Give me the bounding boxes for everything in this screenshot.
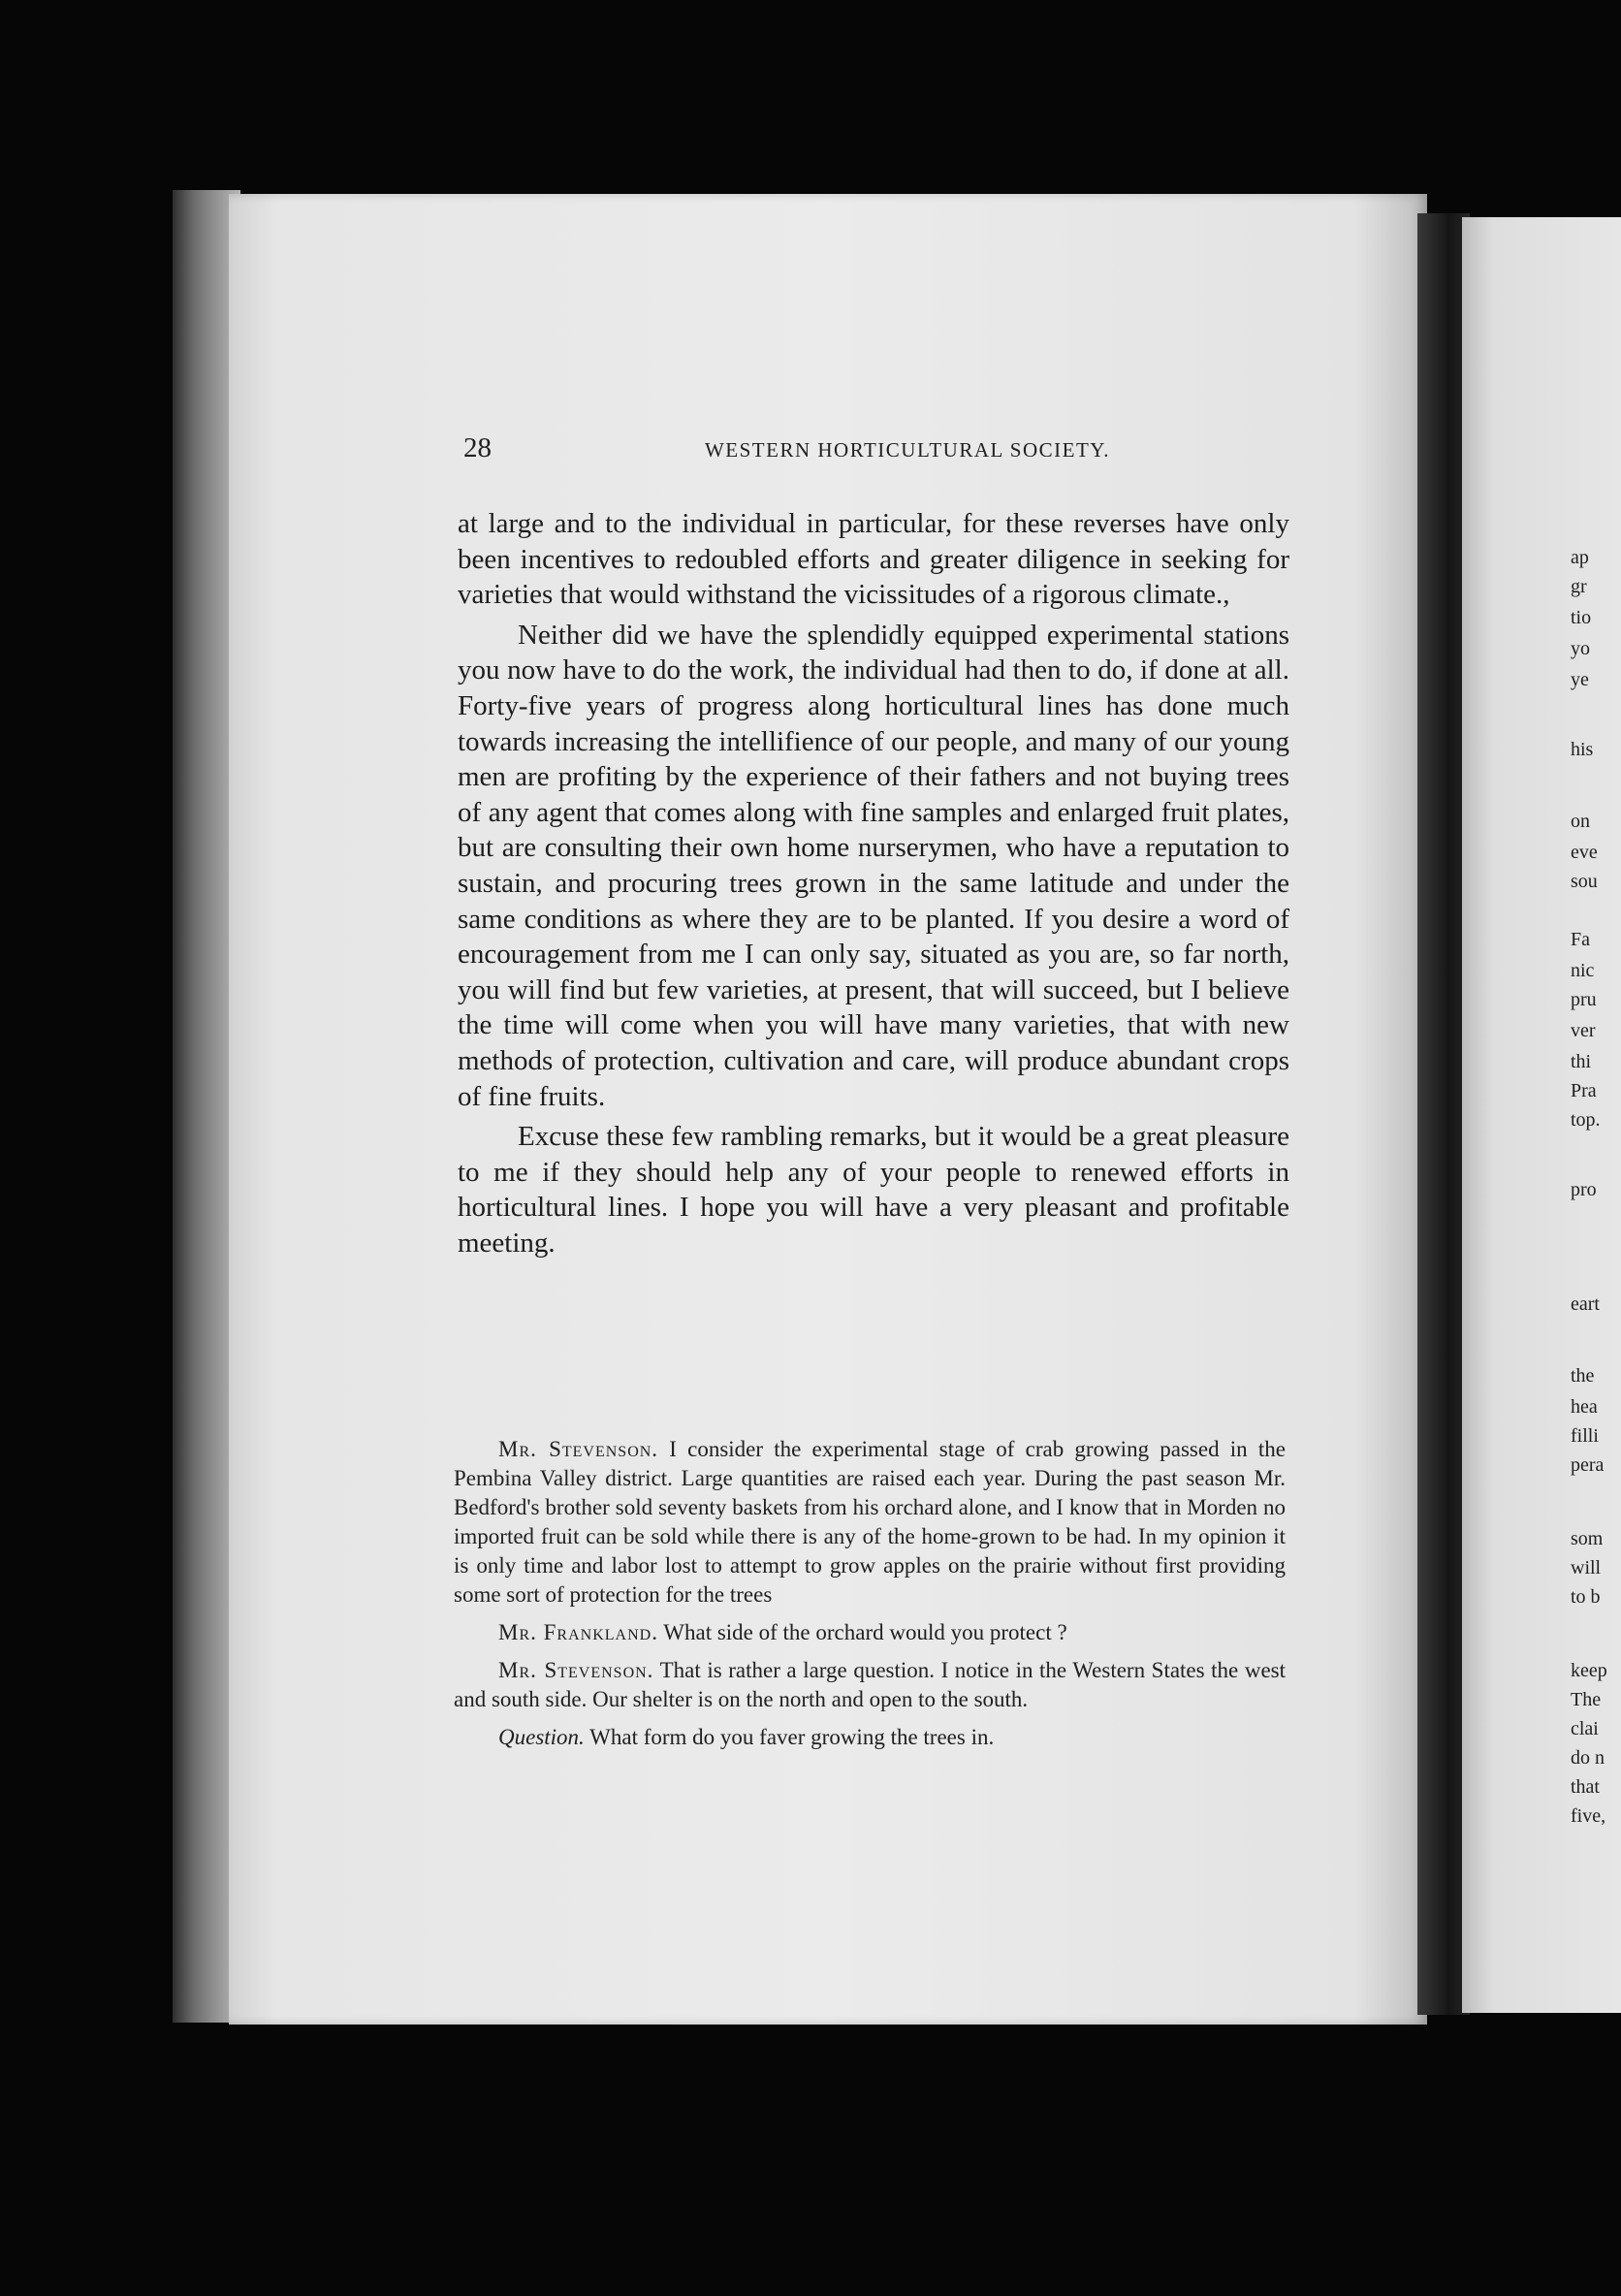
facing-fragment: Fa xyxy=(1571,929,1590,950)
body-text xyxy=(458,506,1289,1260)
paragraph: Neither did we have the splendidly equipped experimental stations you now have to do the work, the individual had then to do, if done at all. Forty-five years of progress along horticultural lines has done much towards increasing the intellifience of our people, and many of our young men are profiting by the experience of their fathers and not buying trees of any agent that comes along with fine samples and enlarged fruit plates, but are consulting their own home nurserymen, who have a reputation to sustain, and procuring trees grown in the same latitude and under the same conditions as where they are to be planted. If you desire a word of encouragement from me I can only say, situated as you are, so far north, you will find but few varieties, at present, that will succeed, but I believe the time will come when you will have many varieties, that with new methods of protection, cultivation and care, will produce abundant crops of fine fruits. xyxy=(458,619,1289,1112)
speaker-text: I consider the experimental stage of crab growing passed in the Pembina Valley district. Large quantities are raised each year. During the past season Mr. Bedford's brother sold seventy baskets from his orchard alone, and I know that in Morden no imported fruit can be sold while there is any of the home-grown to be had. In my opinion it is only time and labor lost to attempt to grow apples on the prairie without first providing some sort of protection for the trees xyxy=(454,1437,1286,1607)
discussion-entry xyxy=(454,1656,1286,1714)
facing-fragment: The xyxy=(1571,1689,1602,1710)
facing-fragment: pera xyxy=(1571,1454,1605,1476)
facing-fragment: will xyxy=(1571,1557,1602,1578)
facing-fragment: top. xyxy=(1571,1109,1601,1131)
facing-fragment: his xyxy=(1571,739,1594,760)
facing-page-text xyxy=(1571,0,1621,2296)
facing-fragment: ye xyxy=(1571,669,1589,690)
speaker-text: What form do you faver growing the trees in. xyxy=(589,1725,995,1749)
paragraph: at large and to the individual in particular, for these reverses have only been incentives to redoubled efforts and greater diligence in seeking for varieties that would withstand the vicissitudes of a rigorous climate., xyxy=(458,508,1289,611)
speaker-name: Mr. Stevenson. xyxy=(498,1437,659,1461)
facing-fragment: nic xyxy=(1571,960,1595,981)
facing-fragment: five, xyxy=(1571,1805,1606,1827)
facing-fragment: eve xyxy=(1571,842,1598,863)
facing-fragment: the xyxy=(1571,1365,1595,1387)
facing-fragment: sou xyxy=(1571,871,1598,892)
facing-fragment: thi xyxy=(1571,1051,1592,1072)
facing-fragment: ap xyxy=(1571,547,1589,568)
facing-fragment: Pra xyxy=(1571,1080,1597,1101)
facing-fragment: yo xyxy=(1571,638,1590,659)
facing-fragment: to b xyxy=(1571,1586,1601,1608)
page-number: 28 xyxy=(463,432,492,463)
speaker-name: Mr. Frankland. xyxy=(498,1620,658,1644)
page-header xyxy=(463,432,1293,471)
speaker-text: What side of the orchard would you protect ? xyxy=(663,1620,1067,1644)
facing-fragment: do n xyxy=(1571,1747,1605,1769)
running-head: WESTERN HORTICULTURAL SOCIETY. xyxy=(704,438,1111,462)
facing-fragment: hea xyxy=(1571,1396,1598,1418)
facing-fragment: gr xyxy=(1571,576,1587,597)
facing-fragment: eart xyxy=(1571,1293,1600,1315)
facing-fragment: filli xyxy=(1571,1425,1599,1447)
facing-fragment: pro xyxy=(1571,1179,1597,1200)
facing-fragment: som xyxy=(1571,1528,1604,1549)
speaker-name: Mr. Stevenson. xyxy=(498,1658,654,1682)
facing-fragment: ver xyxy=(1571,1020,1596,1041)
facing-fragment: tio xyxy=(1571,607,1592,628)
speaker-name: Question. xyxy=(498,1725,585,1749)
discussion-section xyxy=(454,1435,1286,1761)
facing-fragment: pru xyxy=(1571,989,1597,1010)
discussion-entry xyxy=(454,1723,1286,1752)
facing-fragment: keep xyxy=(1571,1660,1607,1681)
facing-fragment: clai xyxy=(1571,1718,1599,1739)
facing-fragment: on xyxy=(1571,811,1590,832)
facing-fragment: that xyxy=(1571,1776,1600,1798)
paragraph: Excuse these few rambling remarks, but it would be a great pleasure to me if they should help any of your people to renewed efforts in horticultural lines. I hope you will have a very pleasant and profitable meeting. xyxy=(458,1121,1289,1259)
discussion-entry xyxy=(454,1618,1286,1647)
speaker-text: That is rather a large question. I notice in the Western States the west and south side. Our shelter is on the north and open to the south. xyxy=(454,1658,1286,1711)
discussion-entry xyxy=(454,1435,1286,1610)
